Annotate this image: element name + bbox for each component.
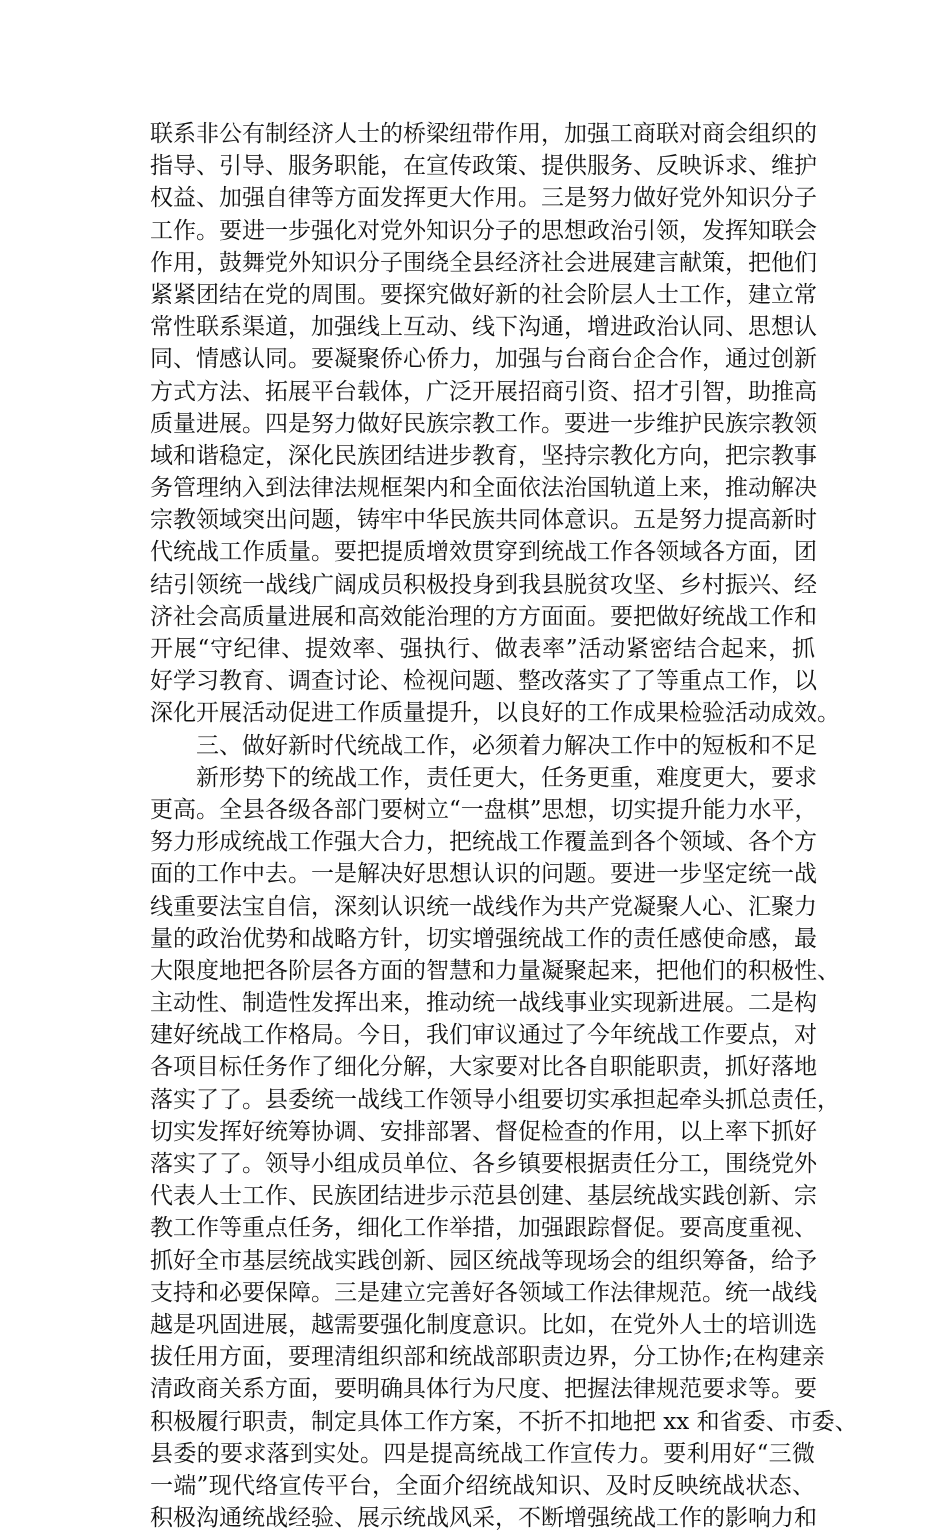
text-line: 常性联系渠道，加强线上互动、线下沟通，增进政治认同、思想认 <box>150 314 817 341</box>
text-line: 联系非公有制经济人士的桥梁纽带作用，加强工商联对商会组织的 <box>150 121 817 147</box>
document-body <box>150 118 858 1534</box>
text-line: 努力形成统战工作强大合力，把统战工作覆盖到各个领域、各个方 <box>150 829 817 856</box>
text-line: 教工作等重点任务，细化工作举措，加强跟踪督促。要高度重视、 <box>150 1215 817 1242</box>
text-line: 紧紧团结在党的周围。要探究做好新的社会阶层人士工作，建立常 <box>150 281 817 308</box>
text-line: 面的工作中去。一是解决好思想认识的问题。要进一步坚定统一战 <box>150 861 817 888</box>
text-line: 开展“守纪律、提效率、强执行、做表率”活动紧密结合起来，抓 <box>150 636 815 662</box>
text-line: 权益、加强自律等方面发挥更大作用。三是努力做好党外知识分子 <box>150 185 817 212</box>
text-line: 主动性、制造性发挥出来，推动统一战线事业实现新进展。二是构 <box>150 990 817 1017</box>
text-line: 指导、引导、服务职能，在宣传政策、提供服务、反映诉求、维护 <box>150 153 817 180</box>
text-line: 一端”现代络宣传平台，全面介绍统战知识、及时反映统战状态、 <box>150 1472 815 1499</box>
text-line: 宗教领域突出问题，铸牢中华民族共同体意识。五是努力提高新时 <box>150 507 817 534</box>
text-line: 代统战工作质量。要把提质增效贯穿到统战工作各领域各方面，团 <box>150 539 817 566</box>
text-line: 各项目标任务作了细化分解，大家要对比各自职能职责，抓好落地 <box>150 1054 817 1081</box>
text-line: 代表人士工作、民族团结进步示范县创建、基层统战实践创新、宗 <box>150 1183 817 1210</box>
section-heading-3: 三、做好新时代统战工作，必须着力解决工作中的短板和不足 <box>196 732 817 759</box>
text-line: 积极沟通统战经验、展示统战风采，不断增强统战工作的影响力和 <box>150 1505 817 1532</box>
text-line: 抓好全市基层统战实践创新、园区统战等现场会的组织筹备，给予 <box>150 1247 817 1274</box>
text-line: 支持和必要保障。三是建立完善好各领域工作法律规范。统一战线 <box>150 1279 817 1306</box>
text-line: 大限度地把各阶层各方面的智慧和力量凝聚起来，把他们的积极性、 <box>150 957 840 984</box>
text-line: 县委的要求落到实处。四是提高统战工作宣传力。要利用好“三微 <box>150 1440 815 1467</box>
text-line: 线重要法宝自信，深刻认识统一战线作为共产党凝聚人心、汇聚力 <box>150 893 817 920</box>
text-line: 更高。全县各级各部门要树立“一盘棋”思想，切实提升能力水平， <box>150 796 818 823</box>
paragraph-1 <box>150 118 840 730</box>
text-line: 清政商关系方面，要明确具体行为尺度、把握法律规范要求等。要 <box>150 1376 817 1403</box>
text-line: 深化开展活动促进工作质量提升，以良好的工作成果检验活动成效。 <box>150 700 840 727</box>
text-line: 域和谐稳定，深化民族团结进步教育，坚持宗教化方向，把宗教事 <box>150 442 817 469</box>
text-line: 工作。要进一步强化对党外知识分子的思想政治引领，发挥知联会 <box>150 217 817 244</box>
text-line: 作用，鼓舞党外知识分子围绕全县经济社会进展建言献策，把他们 <box>150 249 817 276</box>
text-line: 积极履行职责，制定具体工作方案，不折不扣地把 xx 和省委、市委、 <box>150 1408 858 1435</box>
paragraph-2 <box>150 762 858 1534</box>
text-line: 落实了了。县委统一战线工作领导小组要切实承担起牵头抓总责任， <box>150 1086 840 1113</box>
text-line: 拔任用方面，要理清组织部和统战部职责边界，分工协作;在构建亲 <box>150 1344 825 1371</box>
text-line: 同、情感认同。要凝聚侨心侨力，加强与台商台企合作，通过创新 <box>150 346 817 373</box>
text-line: 方式方法、拓展平台载体，广泛开展招商引资、招才引智，助推高 <box>150 378 817 405</box>
text-line: 质量进展。四是努力做好民族宗教工作。要进一步维护民族宗教领 <box>150 410 817 437</box>
text-line: 新形势下的统战工作，责任更大，任务更重，难度更大，要求 <box>196 764 817 791</box>
text-line: 建好统战工作格局。今日，我们审议通过了今年统战工作要点，对 <box>150 1022 817 1049</box>
text-line: 越是巩固进展，越需要强化制度意识。比如，在党外人士的培训选 <box>150 1311 817 1338</box>
text-line: 务管理纳入到法律法规框架内和全面依法治国轨道上来，推动解决 <box>150 475 817 502</box>
text-line: 切实发挥好统筹协调、安排部署、督促检查的作用，以上率下抓好 <box>150 1118 817 1145</box>
text-line: 落实了了。领导小组成员单位、各乡镇要根据责任分工，围绕党外 <box>150 1151 817 1177</box>
text-line: 好学习教育、调查讨论、检视问题、整改落实了了等重点工作，以 <box>150 668 817 695</box>
text-line: 济社会高质量进展和高效能治理的方方面面。要把做好统战工作和 <box>150 603 817 630</box>
text-line: 结引领统一战线广阔成员积极投身到我县脱贫攻坚、乡村振兴、经 <box>150 571 817 598</box>
text-line: 量的政治优势和战略方针，切实增强统战工作的责任感使命感，最 <box>150 925 817 952</box>
